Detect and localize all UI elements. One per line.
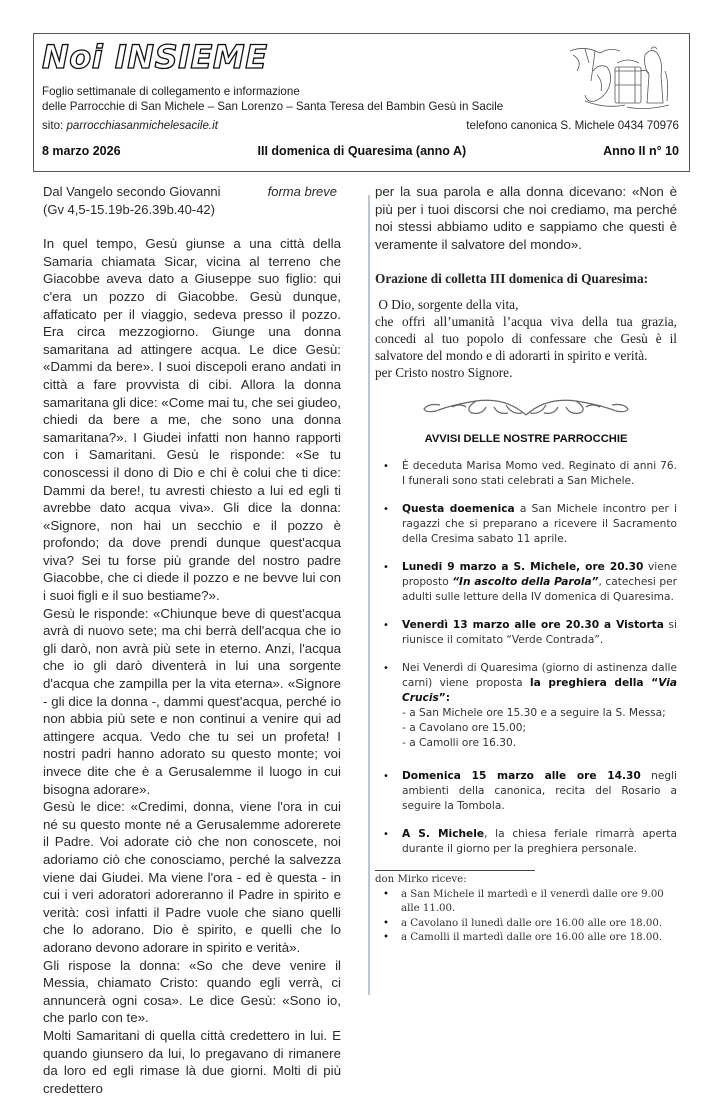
notice-item <box>375 459 677 489</box>
notice-text: È deceduta Marisa Momo ved. Reginato di anni 76. I funerali sono stati celebrati a San Michele. <box>402 460 677 488</box>
notice-text: a San Michele incontro per i ragazzi che si preparano a ricevere il Sacramento della Cresima sabato 11 aprile. <box>402 503 677 546</box>
contact-row <box>42 119 679 132</box>
issue-row <box>42 144 679 158</box>
newsletter-title: Noi INSIEME <box>42 38 268 76</box>
office-hours-title: don Mirko riceve: <box>375 874 467 886</box>
schedule-line: - a Camolli ore 16.30. <box>402 737 517 750</box>
notice-highlight: la preghiera della “ <box>529 677 659 690</box>
gospel-heading <box>43 183 341 201</box>
prayer-line: O Dio, sorgente della vita, <box>375 297 519 313</box>
office-hours-text: a San Michele il martedì e il venerdì dalle ore 9.00 alle 11.00. <box>401 888 664 915</box>
notice-item <box>375 502 677 547</box>
gospel-paragraph: Gesù le dice: «Credimi, donna, viene l'ora in cui né su questo monte né a Gerusalemme adorerete il Padre. Voi adorate ciò che non conoscete, noi adoriamo ciò che conosciamo, perché la salvezza viene dai Giudei. Ma viene l'ora - ed è questa - in cui i veri adoratori adoreranno il Padre in spirito e verità: così infatti il Padre vuole che siano quelli che lo adorano. Dio è spirito, e quelli che lo adorano devono adorare in spirito e verità». <box>43 799 341 955</box>
gospel-paragraph: Gli rispose la donna: «So che deve venire il Messia, chiamato Cristo: quando egli verrà, ci annuncerà ogni cosa». Le dice Gesù: «Sono io, che parlo con te». <box>43 957 341 1026</box>
gospel-paragraph: In quel tempo, Gesù giunse a una città della Samaria chiamata Sicar, vicina al terreno che Giacobbe aveva dato a Giuseppe suo figlio: qui c'era un pozzo di Giacobbe. Gesù dunque, affaticato per il viaggio, sedeva presso il pozzo. Era circa mezzogiorno. Giunge una donna samaritana ad attingere acqua. Le dice Gesù: «Dammi da bere». I suoi discepoli erano andati in città a fare provvista di cibi. Allora la donna samaritana gli dice: «Come mai tu, che sei giudeo, chiedi da bere a me, che sono una donna samaritana?». I Giudei infatti non hanno rapporti con i Samaritani. Gesù le risponde: «Se tu conoscessi il dono di Dio e chi è colui che ti dice: Dammi da bere!, tu avresti chiesto a lui ed egli ti avrebbe dato acqua viva». Gli dice la donna: «Signore, non hai un secchio e il pozzo è profondo; da dove prendi dunque quest'acqua viva? Sei tu forse più grande del nostro padre Giacobbe, che ci diede il pozzo e ne bevve lui con i suoi figli e il suo bestiame?». <box>43 236 341 604</box>
liturgical-day: III domenica di Quaresima (anno A) <box>257 144 467 158</box>
notice-item <box>375 618 677 648</box>
office-hours-item <box>375 888 677 917</box>
gospel-source: Dal Vangelo secondo Giovanni <box>43 184 221 199</box>
office-hours-list <box>375 888 677 946</box>
right-column <box>375 183 677 946</box>
bullet-icon: • <box>383 663 389 675</box>
gospel-form: forma breve <box>267 184 337 199</box>
notice-highlight: Domenica 15 marzo alle ore 14.30 <box>402 770 641 783</box>
notice-text: viene proposto <box>402 561 677 589</box>
flourish-divider-icon <box>416 391 636 421</box>
bullet-icon: • <box>383 461 389 473</box>
notices-title: AVVISI DELLE NOSTRE PARROCCHIE <box>424 433 628 446</box>
notice-event-title: Via Crucis <box>402 677 678 705</box>
office-hours-text: a Camolli il martedì dalle ore 16.00 alle ore 18.00. <box>401 932 663 944</box>
gospel-continuation: per la sua parola e alla donna dicevano: «Non è più per i tuoi discorsi che noi crediamo, ma perché noi stessi abbiamo udito e sappiamo che questi è veramente il salvatore del mondo». <box>375 184 677 252</box>
subtitle-line-1: Foglio settimanale di collegamento e informazione <box>42 85 300 98</box>
notice-text: negli ambienti della canonica, recita del Rosario a seguire la Tombola. <box>402 770 677 813</box>
subtitle-line-2: delle Parrocchie di San Michele – San Lorenzo – Santa Teresa del Bambin Gesù in Sacile <box>42 100 504 113</box>
issue-number: Anno II n° 10 <box>603 144 679 158</box>
office-hours-item <box>375 931 677 946</box>
prayer-text <box>375 296 677 381</box>
column-divider <box>368 195 370 995</box>
bullet-icon: • <box>383 888 390 900</box>
office-hours <box>375 873 677 946</box>
notices-list <box>375 459 677 857</box>
masthead-box <box>33 33 690 172</box>
prayer-title: Orazione di colletta III domenica di Quaresima: <box>375 271 649 287</box>
prayer-line: che offri all’umanità l’acqua viva della tua grazia, concedi al tuo popolo di confessare che Gesù è il salvatore del mondo e di adorarti in spirito e verità. <box>375 314 677 364</box>
gospel-paragraph: Gesù le risponde: «Chiunque beve di quest'acqua avrà di nuovo sete; ma chi berrà dell'acqua che io gli darò, non avrà più sete in eterno. Anzi, l'acqua che io gli darò diventerà in lui una sorgente d'acqua che zampilla per la vita eterna». «Signore - gli dice la donna -, dammi quest'acqua, perché io non abbia più sete e non continui a venire qui ad attingere acqua. Vedo che tu sei un profeta! I nostri padri hanno adorato su questo monte; voi invece dite che è a Gerusalemme il luogo in cui bisogna adorare». <box>43 605 341 797</box>
office-hours-text: a Cavolano il lunedì dalle ore 16.00 alle ore 18.00. <box>401 917 663 929</box>
notice-item <box>375 769 677 814</box>
gospel-text <box>43 235 341 1097</box>
prayer-line: per Cristo nostro Signore. <box>375 365 513 381</box>
phone-number: telefono canonica S. Michele 0434 70976 <box>466 119 679 132</box>
schedule-line: - a San Michele ore 15.30 e a seguire la S. Messa; <box>402 707 666 720</box>
notice-text: si riunisce il comitato “Verde Contrada”. <box>402 619 677 647</box>
gospel-reference: (Gv 4,5-15.19b-26.39b.40-42) <box>43 201 215 217</box>
gospel-paragraph: Molti Samaritani di quella città credettero in lui. E quando giunsero da lui, lo pregavano di rimanere da loro ed egli rimase là due giorni. Molti di più credettero <box>43 1027 341 1096</box>
website-link[interactable]: parrocchiasanmichelesacile.it <box>66 119 218 132</box>
notice-text: Nei Venerdì di Quaresima (giorno di astinenza dalle carni) viene proposta <box>402 662 677 690</box>
gospel-column <box>43 183 341 1097</box>
website-label: sito: <box>42 119 67 132</box>
notice-event-title: “In ascolto della Parola” <box>452 576 599 589</box>
separator-line <box>375 870 535 871</box>
issue-date: 8 marzo 2026 <box>42 144 121 158</box>
well-scene-illustration-icon <box>565 41 677 115</box>
bullet-icon: • <box>383 504 389 516</box>
notice-highlight: Venerdì 13 marzo alle ore 20.30 a Vistorta <box>402 619 664 632</box>
notice-item <box>375 560 677 605</box>
notice-highlight: Lunedi 9 marzo a S. Michele, ore 20.30 <box>402 561 644 574</box>
bullet-icon: • <box>383 932 390 944</box>
bullet-icon: • <box>383 829 389 841</box>
bullet-icon: • <box>383 917 390 929</box>
notice-text: , la chiesa feriale rimarrà aperta durante il giorno per la preghiera personale. <box>402 828 677 856</box>
notice-item <box>375 827 677 857</box>
schedule-line: - a Cavolano ore 15.00; <box>402 722 527 735</box>
bullet-icon: • <box>383 620 389 632</box>
bullet-icon: • <box>383 771 389 783</box>
notice-item <box>375 661 677 751</box>
bullet-icon: • <box>383 562 389 574</box>
notice-highlight: Questa doemenica <box>402 503 515 516</box>
subtitle <box>42 84 503 114</box>
office-hours-item <box>375 917 677 932</box>
notice-highlight: A S. Michele <box>402 828 485 841</box>
notice-highlight: ”: <box>438 692 450 705</box>
website <box>42 119 218 132</box>
notice-text: , catechesi per adulti sulle letture della IV domenica di Quaresima. <box>402 576 677 604</box>
